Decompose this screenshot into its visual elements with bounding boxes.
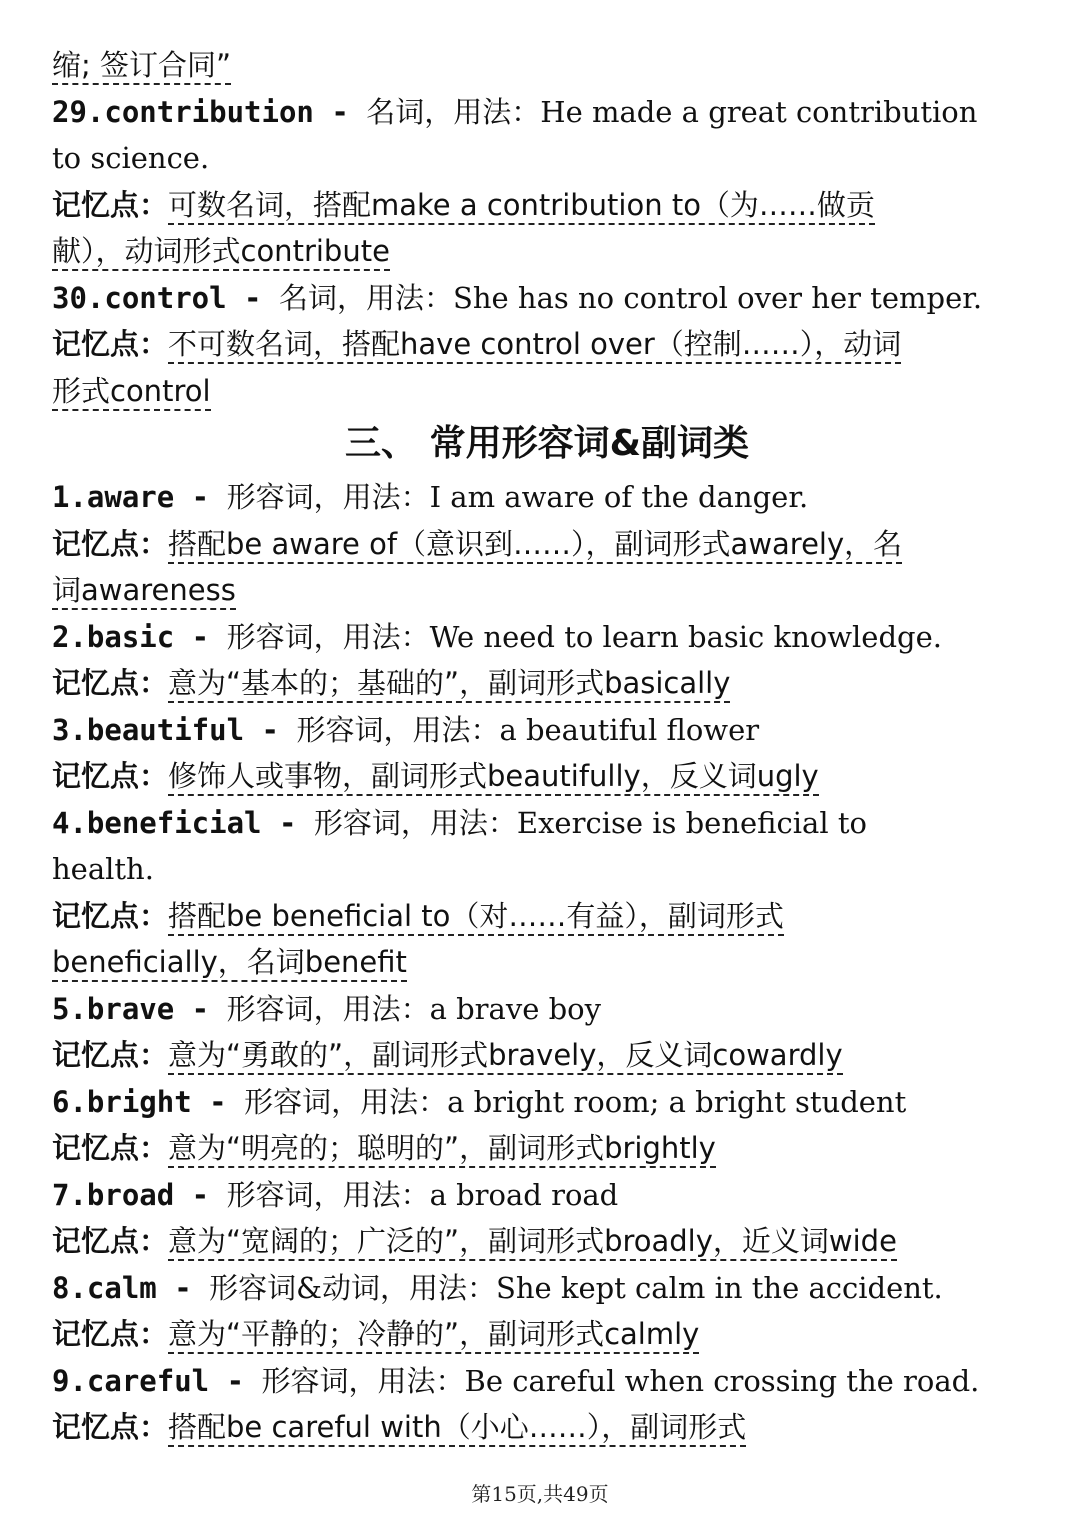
entry-usage-continuation [52,135,1042,182]
memory-point [52,893,1042,940]
entry-usage: 形容词，用法：Exercise is beneficial to [313,805,867,840]
memory-point [52,660,1042,707]
memory-point [52,1125,1042,1172]
note-text: 搭配be beneficial to（对……有益），副词形式 [168,899,784,936]
memory-point [52,521,1042,568]
entry-usage: 形容词，用法：We need to learn basic knowledge. [226,619,942,654]
note-text: 搭配be aware of（意识到……），副词形式awarely，名 [168,527,902,564]
entry-word: 30.control - [52,280,279,315]
memory-point [52,1218,1042,1265]
entry-word: 9.careful - [52,1363,262,1398]
section-title: 三、 常用形容词&副词类 [345,423,749,464]
entry-word: 4.beneficial - [52,805,314,840]
entry-heading [52,474,1042,521]
document-page [52,42,1042,1451]
entry-heading [52,614,1042,661]
note-text: 献），动词形式contribute [52,234,390,271]
memory-label: 记忆点： [52,187,169,222]
entry-usage: health. [52,852,154,886]
note-text: 不可数名词，搭配have control over（控制……），动词 [168,327,901,364]
entry-heading [52,1172,1042,1219]
entry-usage: 形容词&动词，用法：She kept calm in the accident. [209,1270,943,1305]
entry-heading [52,986,1042,1033]
memory-point [52,1311,1042,1358]
memory-point [52,753,1042,800]
entry-word: 8.calm - [52,1270,210,1305]
entry-word: 3.beautiful - [52,712,297,747]
memory-label: 记忆点： [52,1038,169,1072]
entry-word: 5.brave - [52,991,227,1026]
memory-label: 记忆点： [52,1410,169,1444]
memory-label: 记忆点： [52,526,169,561]
entry-usage: 形容词，用法：Be careful when crossing the road. [261,1363,980,1398]
entry-usage: 形容词，用法：a bright room; a bright student [244,1084,907,1119]
memory-label: 记忆点： [52,1131,169,1165]
note-text: 意为“平静的；冷静的”，副词形式calmly [168,1317,699,1354]
memory-point [52,1404,1042,1451]
entry-usage: 形容词，用法：a broad road [226,1177,619,1212]
memory-label: 记忆点： [52,1224,169,1258]
entry-heading [52,89,1042,136]
entry-heading [52,707,1042,754]
page-footer: 第15页,共49页 [471,1482,609,1506]
entry-word: 1.aware - [52,480,227,514]
memory-label: 记忆点： [52,1317,169,1351]
note-text: 搭配be careful with（小心……），副词形式 [168,1410,746,1447]
entry-usage: 名词，用法：He made a great contribution [366,94,978,129]
note-text: 修饰人或事物，副词形式beautifully，反义词ugly [168,759,819,796]
entry-usage: to science. [52,141,210,175]
entry-heading [52,1265,1042,1312]
memory-label: 记忆点： [52,759,169,793]
entry-usage: 名词，用法：She has no control over her temper. [278,280,983,315]
entry-heading [52,1358,1042,1405]
note-text: 意为“基本的；基础的”，副词形式basically [168,666,730,703]
note-text: 词awareness [52,573,236,610]
note-text: 意为“明亮的；聪明的”，副词形式brightly [168,1131,716,1168]
memory-point [52,182,1042,229]
memory-label: 记忆点： [52,327,169,361]
entry-word: 7.broad - [52,1177,227,1212]
entry-usage-continuation [52,846,1042,893]
note-continuation [52,42,1042,89]
note-text: 可数名词，搭配make a contribution to（为……做贡 [168,188,875,225]
memory-point-continuation [52,368,1042,415]
entry-word: 29.contribution - [52,94,367,129]
memory-label: 记忆点： [52,666,169,700]
note-text: 形式control [52,374,211,411]
entry-heading [52,275,1042,322]
memory-point [52,1032,1042,1079]
memory-point-continuation [52,567,1042,614]
entry-word: 6.bright - [52,1084,245,1119]
note-text: 意为“宽阔的；广泛的”，副词形式broadly，近义词wide [168,1224,897,1261]
entry-heading [52,1079,1042,1126]
note-text: 缩; 签订合同” [52,48,231,85]
entry-usage: 形容词，用法：I am aware of the danger. [226,480,809,514]
memory-point-continuation [52,939,1042,986]
memory-label: 记忆点： [52,898,169,933]
entry-word: 2.basic - [52,619,227,654]
entry-usage: 形容词，用法：a brave boy [226,991,602,1026]
memory-point-continuation [52,228,1042,275]
entry-heading [52,800,1042,847]
note-text: 意为“勇敢的”，副词形式bravely，反义词cowardly [168,1038,843,1075]
memory-point [52,321,1042,368]
entry-usage: 形容词，用法：a beautiful flower [296,712,760,747]
note-text: beneficially，名词benefit [52,945,407,982]
